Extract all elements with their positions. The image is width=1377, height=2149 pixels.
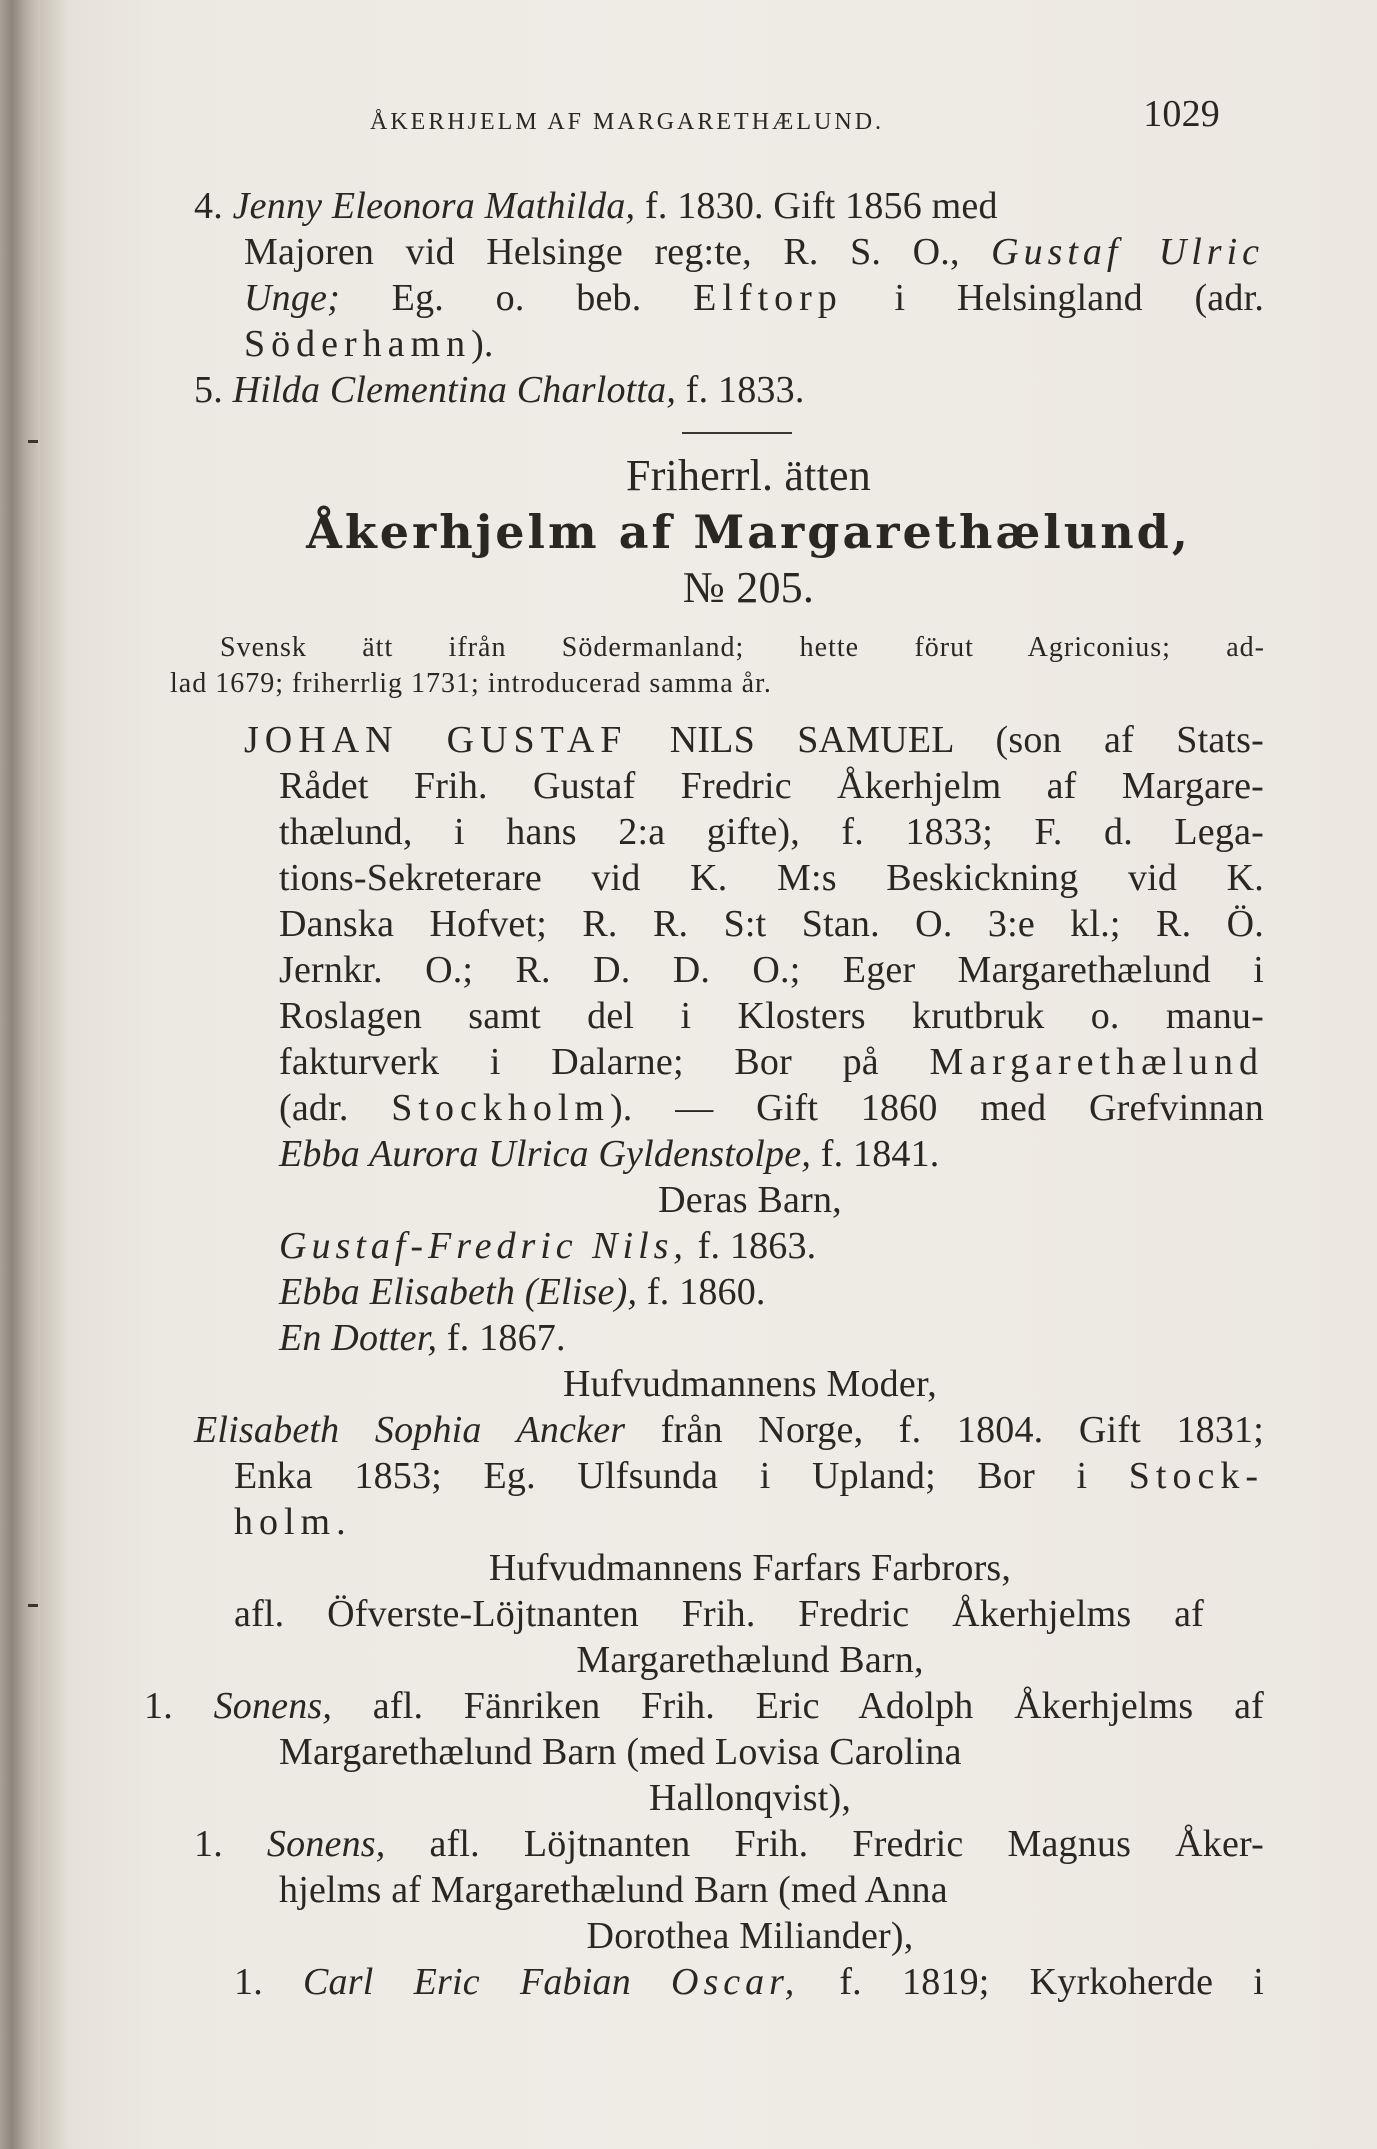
entry-text: f. 1830. Gift 1856 med (644, 185, 998, 227)
person-name: Hilda Clementina Charlotta, (232, 369, 677, 411)
person-name: Carl Eric Fabian (303, 1961, 631, 2003)
entry-text: Eg. o. beb. (391, 277, 642, 319)
head-person-line-6: Jernkr. O.; R. D. D. O.; Eger Margarethælund i (279, 949, 1264, 991)
entry-text: afl. Fänriken Frih. Eric Adolph Åkerhjelms af (372, 1685, 1264, 1727)
place-name: Margarethælund (929, 1041, 1265, 1083)
person-name: Ebba Elisabeth (Elise), (279, 1271, 638, 1313)
mother-line-2 (234, 1454, 1264, 1498)
entry-text: (adr. (279, 1087, 349, 1129)
children-heading: Deras Barn, (658, 1179, 842, 1221)
person-name: Unge; (244, 277, 340, 319)
entry-text: afl. Löjtnanten Frih. Fredric Magnus Åker- (429, 1823, 1265, 1865)
entry-text: f. 1860. (646, 1271, 766, 1313)
head-person-line-7: Roslagen samt del i Klosters krutbruk o. manu- (279, 995, 1264, 1037)
entry-number: 1. (234, 1961, 263, 2003)
mother-line-3 (234, 1500, 352, 1544)
entry-number: 1. (194, 1823, 223, 1865)
section-title-line-1: Friherrl. ätten (626, 451, 871, 500)
city-name: Stock- (1128, 1455, 1265, 1497)
person-name: Elisabeth Sophia Ancker (194, 1409, 626, 1451)
entry-text: NILS SAMUEL (son af Stats- (669, 719, 1264, 761)
page-number: 1029 (1143, 93, 1220, 135)
relative-entry-line-3: Dorothea Miliander), (586, 1915, 914, 1957)
child-entry (279, 1270, 766, 1314)
place-name: Elftorp (693, 277, 843, 319)
spine-mark (28, 440, 38, 443)
relatives-heading: Hufvudmannens Farfars Farbrors, (488, 1547, 1012, 1589)
book-page (40, 0, 1377, 2149)
entry-text: f. 1863. (697, 1225, 817, 1267)
relative-entry-line-1 (144, 1684, 1264, 1728)
person-name: JOHAN GUSTAF (244, 719, 628, 761)
head-person-line-2: Rådet Frih. Gustaf Fredric Åkerhjelm af Margare- (279, 765, 1264, 807)
entry-text: fakturverk i Dalarne; Bor på (279, 1041, 879, 1083)
section-title-line-2: Åkerhjelm af Margarethælund, (306, 505, 1191, 559)
entry-item-4-line-1 (194, 184, 1264, 228)
relation-label: Sonens, (213, 1685, 333, 1727)
entry-text: Enka 1853; Eg. Ulfsunda i Upland; Bor i (234, 1455, 1088, 1497)
head-person-line-5: Danska Hofvet; R. R. S:t Stan. O. 3:e kl.; R. Ö. (279, 903, 1264, 945)
entry-text: i Helsingland (adr. (894, 277, 1265, 319)
relation-label: Sonens, (266, 1823, 386, 1865)
head-person-line-3: thælund, i hans 2:a gifte), f. 1833; F. d. Lega- (279, 811, 1264, 853)
city-name: Stockholm (391, 1087, 610, 1129)
head-person-line-10 (279, 1132, 940, 1176)
entry-number: 5. (194, 369, 223, 411)
child-entry (279, 1224, 816, 1268)
relative-entry-line-3: Hallonqvist), (648, 1777, 852, 1819)
section-intro-line-1: Svensk ätt ifrån Södermanland; hette förut Agriconius; ad- (220, 632, 1265, 663)
head-person-line-9 (279, 1086, 1264, 1130)
running-title: ÅKERHJELM AF MARGARETHÆLUND. (370, 109, 885, 135)
relatives-subheading-line-1: afl. Öfverste-Löjtnanten Frih. Fredric Åkerhjelms af (234, 1593, 1204, 1635)
entry-item-4-line-2 (244, 230, 1264, 274)
section-title-line-3: № 205. (682, 563, 815, 612)
entry-text: ). — Gift 1860 med Grefvinnan (609, 1087, 1264, 1129)
relative-entry-line-1 (194, 1822, 1264, 1866)
entry-text: f. 1841. (820, 1133, 940, 1175)
entry-item-4-line-3 (244, 276, 1264, 320)
person-name: Ebba Aurora Ulrica Gyldenstolpe, (279, 1133, 812, 1175)
head-person-line-4: tions-Sekreterare vid K. M:s Beskickning vid K. (279, 857, 1264, 899)
relatives-subheading-line-2: Margarethælund Barn, (576, 1639, 924, 1681)
entry-text: Majoren vid Helsinge reg:te, R. S. O., (244, 231, 960, 273)
person-name: Jenny Eleonora Mathilda, (232, 185, 636, 227)
head-person-line-1 (244, 718, 1264, 762)
mother-heading: Hufvudmannens Moder, (563, 1363, 937, 1405)
entry-item-5 (194, 368, 805, 412)
person-name: En Dotter, (279, 1317, 438, 1359)
relative-entry-line-2: hjelms af Margarethælund Barn (med Anna (279, 1869, 948, 1911)
entry-text: f. 1867. (446, 1317, 566, 1359)
section-divider (682, 432, 792, 434)
book-spine (0, 0, 40, 2149)
entry-number: 1. (144, 1685, 173, 1727)
person-name: Oscar, (671, 1961, 800, 2003)
spine-mark (28, 1604, 38, 1607)
entry-text: f. 1833. (685, 369, 805, 411)
mother-line-1 (194, 1408, 1264, 1452)
person-name: Gustaf Ulric (991, 231, 1264, 273)
section-intro-line-2: lad 1679; friherrlig 1731; introducerad samma år. (170, 668, 772, 699)
child-entry (279, 1316, 566, 1360)
entry-text: ). (471, 323, 494, 365)
city-name: holm. (234, 1501, 352, 1543)
person-name: Gustaf-Fredric Nils, (279, 1225, 688, 1267)
entry-text: f. 1819; Kyrkoherde i (839, 1961, 1264, 2003)
head-person-line-8 (279, 1040, 1264, 1084)
entry-text: från Norge, f. 1804. Gift 1831; (660, 1409, 1265, 1451)
entry-item-4-line-4 (244, 322, 494, 366)
city-name: Söderhamn (244, 323, 472, 365)
relative-entry-line-2: Margarethælund Barn (med Lovisa Carolina (279, 1731, 962, 1773)
entry-number: 4. (194, 185, 223, 227)
relative-entry-line-1 (234, 1960, 1264, 2004)
